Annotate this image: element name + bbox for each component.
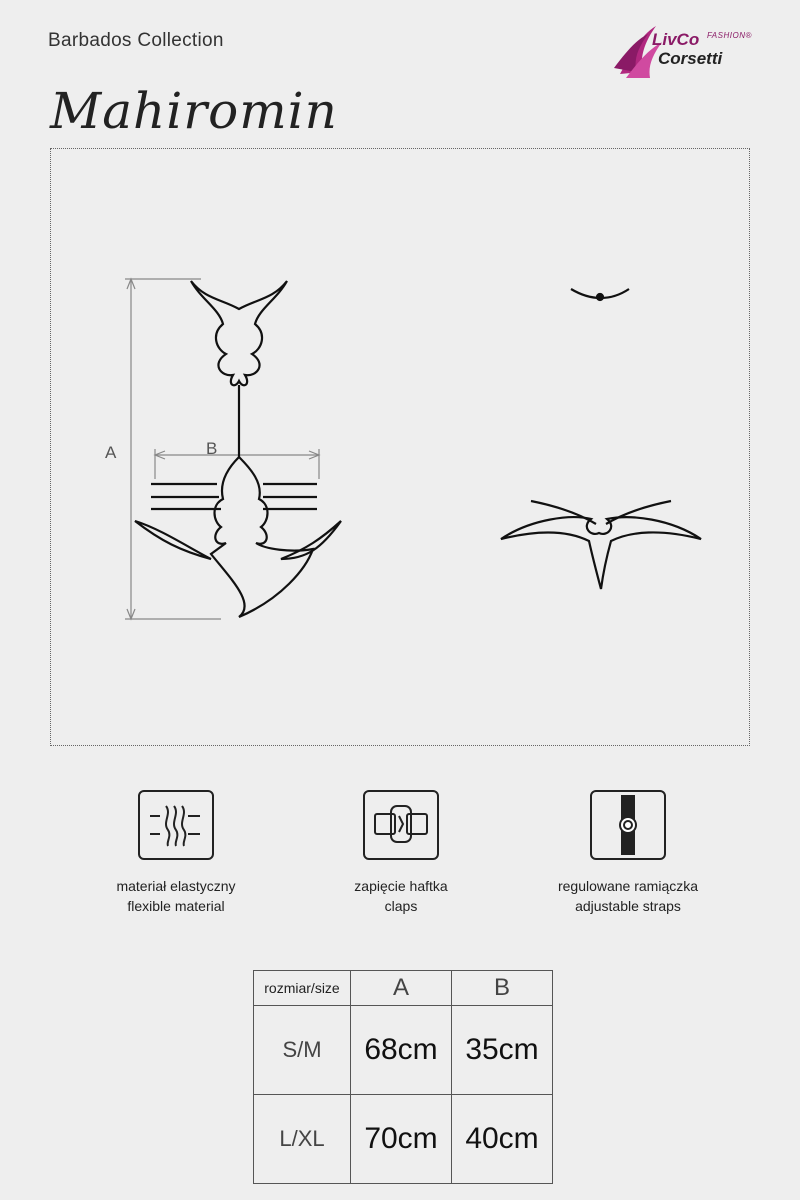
brand-logo [612, 22, 757, 82]
feature-clasp [281, 790, 521, 914]
bodysuit-drawing [135, 281, 701, 617]
feature-label-pl: materiał elastyczny [116, 878, 236, 894]
dimension-a-header: A [351, 971, 452, 1006]
table-row [254, 1095, 553, 1184]
dimension-a-value: 68cm [351, 1006, 452, 1095]
dimension-a-label: A [105, 443, 117, 462]
dimension-b-label: B [206, 439, 218, 458]
elastic-waves-icon [138, 790, 214, 860]
size-label: S/M [254, 1006, 351, 1095]
clasp-icon [363, 790, 439, 860]
dimension-b-value: 40cm [452, 1095, 553, 1184]
feature-adjustable-straps [508, 790, 748, 914]
dimension-a-value: 70cm [351, 1095, 452, 1184]
size-table-header [254, 971, 553, 1006]
product-diagram-frame [50, 148, 750, 746]
dimension-b-value: 35cm [452, 1006, 553, 1095]
product-title: Mahiromin [50, 82, 338, 140]
logo-livco: LivCo [652, 30, 700, 49]
size-header: rozmiar/size [254, 971, 351, 1006]
feature-label-en: adjustable straps [575, 898, 681, 914]
size-table [253, 970, 553, 1184]
feature-label-pl: zapięcie haftka [354, 878, 448, 894]
feature-flexible-material [56, 790, 296, 914]
dimension-b-header: B [452, 971, 553, 1006]
feature-label-en: claps [384, 898, 418, 914]
logo-fashion: FASHION® [707, 31, 752, 40]
table-row [254, 1006, 553, 1095]
collection-name: Barbados Collection [48, 30, 224, 51]
logo-corsetti: Corsetti [658, 49, 723, 68]
product-diagram [51, 149, 751, 747]
strap-adjuster-icon [590, 790, 666, 860]
feature-label-en: flexible material [127, 898, 225, 914]
feature-label-pl: regulowane ramiączka [557, 878, 699, 894]
size-label: L/XL [254, 1095, 351, 1184]
